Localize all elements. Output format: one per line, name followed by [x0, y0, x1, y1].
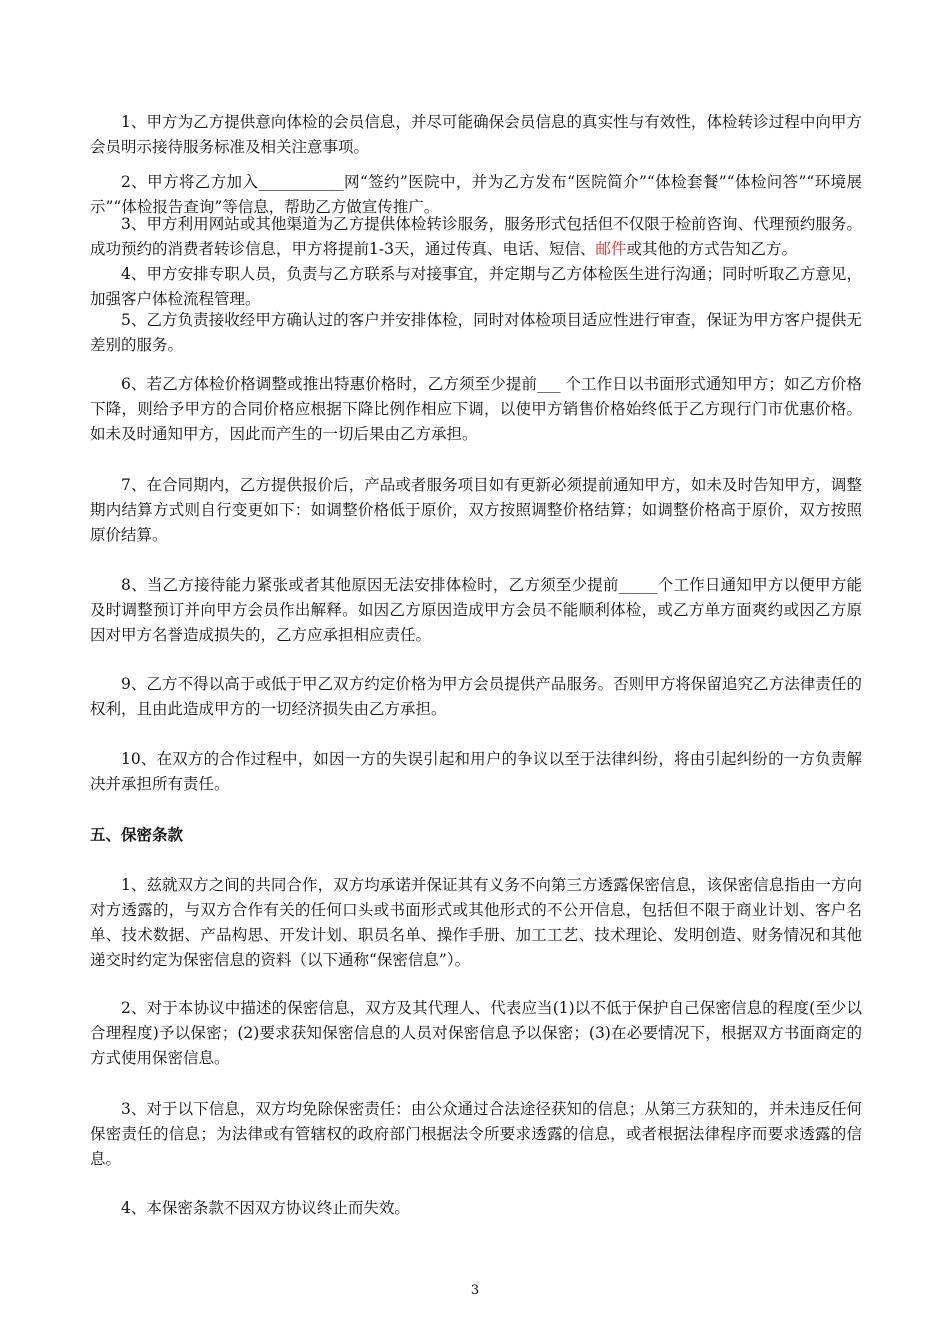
clause-4-3-text-a: 3、甲方利用网站或其他渠道为乙方提供体检转诊服务，服务形式包括但不仅限于检前咨询、代理预约服务。成功预约的消费者转诊信息，甲方将提前1-3天，通过传真、电话、短信、	[90, 215, 862, 258]
clause-4-6: 6、若乙方体检价格调整或推出特惠价格时，乙方须至少提前___ 个工作日以书面形式通知甲方；如乙方价格下降，则给予甲方的合同价格应根据下降比例作相应下调，以使甲方销售价格始终低于乙方现行门市优惠价格。如未及时通知甲方，因此而产生的一切后果由乙方承担。	[90, 375, 862, 443]
page-number: 3	[470, 1283, 480, 1298]
clause-4-3	[90, 212, 862, 262]
clause-4-2: 2、甲方将乙方加入___________网“签约”医院中，并为乙方发布“医院简介”“体检套餐”“体检问答”“环境展示”“体检报告查询”等信息，帮助乙方做宣传推广。	[90, 173, 862, 216]
clause-4-3-text-b: 或其他的方式告知乙方。	[626, 240, 797, 258]
clause-4-10: 10、在双方的合作过程中，如因一方的失误引起和用户的争议以至于法律纠纷，将由引起纠纷的一方负责解决并承担所有责任。	[90, 750, 862, 793]
clause-4-1: 1、甲方为乙方提供意向体检的会员信息，并尽可能确保会员信息的真实性与有效性，体检转诊过程中向甲方会员明示接待服务标准及相关注意事项。	[90, 113, 862, 156]
clause-4-4: 4、甲方安排专职人员，负责与乙方联系与对接事宜，并定期与乙方体检医生进行沟通；同时听取乙方意见，加强客户体检流程管理。	[90, 265, 862, 308]
clause-5-4: 4、本保密条款不因双方协议终止而失效。	[121, 1199, 410, 1217]
clause-5-3: 3、对于以下信息，双方均免除保密责任：由公众通过合法途径获知的信息；从第三方获知的，并未违反任何保密责任的信息；为法律或有管辖权的政府部门根据法令所要求透露的信息，或者根据法律程序而要求透露的信息。	[90, 1100, 862, 1168]
clause-4-9: 9、乙方不得以高于或低于甲乙双方约定价格为甲方会员提供产品服务。否则甲方将保留追究乙方法律责任的权利，且由此造成甲方的一切经济损失由乙方承担。	[90, 675, 862, 718]
clause-5-1: 1、兹就双方之间的共同合作，双方均承诺并保证其有义务不向第三方透露保密信息，该保密信息指由一方向对方透露的，与双方合作有关的任何口头或书面形式或其他形式的不公开信息，包括但不限于商业计划、客户名单、技术数据、产品构思、开发计划、职员名单、操作手册、加工工艺、技术理论、发明创造、财务情况和其他递交时约定为保密信息的资料（以下通称“保密信息”）。	[90, 876, 862, 969]
clause-4-8: 8、当乙方接待能力紧张或者其他原因无法安排体检时，乙方须至少提前_____个工作日通知甲方以便甲方能及时调整预订并向甲方会员作出解释。如因乙方原因造成甲方会员不能顺利体检，或乙方单方面爽约或因乙方原因对甲方名誉造成损失的，乙方应承担相应责任。	[90, 576, 862, 644]
clause-4-5: 5、乙方负责接收经甲方确认过的客户并安排体检，同时对体检项目适应性进行审查，保证为甲方客户提供无差别的服务。	[90, 311, 862, 354]
clause-5-2: 2、对于本协议中描述的保密信息，双方及其代理人、代表应当(1)以不低于保护自己保密信息的程度(至少以合理程度)予以保密；(2)要求获知保密信息的人员对保密信息予以保密；(3)在必要情况下，根据双方书面商定的方式使用保密信息。	[90, 999, 862, 1067]
clause-4-3-highlight: 邮件	[595, 240, 627, 258]
section-heading-confidentiality: 五、保密条款	[90, 826, 184, 844]
clause-4-7: 7、在合同期内，乙方提供报价后，产品或者服务项目如有更新必须提前通知甲方，如未及时告知甲方，调整期内结算方式则自行变更如下：如调整价格低于原价，双方按照调整价格结算；如调整价格高于原价，双方按照原价结算。	[90, 476, 862, 544]
